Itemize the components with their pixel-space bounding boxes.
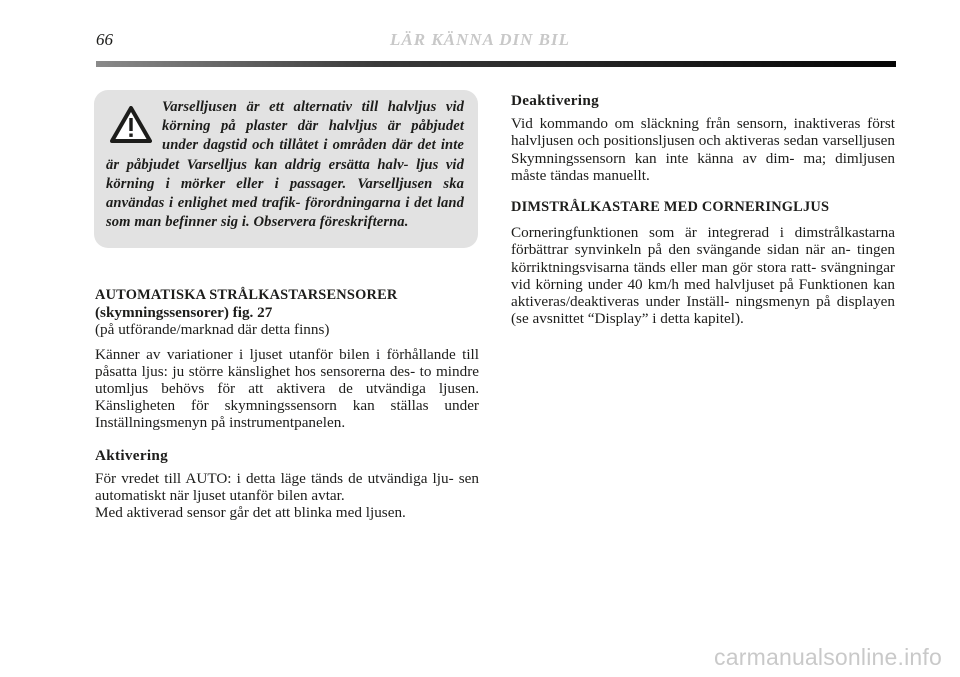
availability-note: (på utförande/marknad där detta finns) bbox=[95, 321, 330, 339]
sensor-description: Känner av variationer i ljuset utanför bilen i förhållande till påsatta ljus: ju större känslighet hos sensorerna des- to mindre utomljus behövs för att aktivera de utvändiga ljusen. Känsligheten för skymningssensorn kan ställas under Inställningsmenyn på instrumentpanelen. bbox=[95, 345, 479, 432]
section-heading-sensors: AUTOMATISKA STRÅLKASTARSENSORER bbox=[95, 287, 398, 303]
activation-line: För vredet till AUTO: i detta läge tänds de utvändiga lju- sen automatiskt när ljuset utanför bilen avtar. bbox=[95, 469, 479, 505]
deactivation-text: Vid kommando om släckning från sensorn, inaktiveras först halvljusen och positionsljusen och aktiveras sedan varselljusen Skymningssensorn kan inte känna av dim- ma; dimljusen måste tändas manuellt. bbox=[511, 115, 895, 184]
deactivation-heading: Deaktivering bbox=[511, 92, 599, 109]
warning-box bbox=[94, 90, 478, 248]
warning-triangle-icon bbox=[110, 106, 152, 144]
activation-line: Med aktiverad sensor går det att blinka med ljusen. bbox=[95, 504, 406, 522]
right-column bbox=[511, 92, 895, 335]
activation-heading: Aktivering bbox=[95, 446, 169, 464]
watermark: carmanualsonline.info bbox=[714, 644, 942, 670]
page-number: 66 bbox=[96, 30, 113, 49]
section-heading-sensors-sub: (skymningssensorer) fig. 27 bbox=[95, 304, 273, 322]
cornering-text: Corneringfunktionen som är integrerad i dimstrålkastarna förbättrar synvinkeln på den svängande sidan när an- tingen körriktningsvisarna tänds eller man gör stora ratt- svängningar vid körning under 40 km/h med halvljuset på Funktionen kan aktiveras/deaktiveras under Inställ- ningsmenyn på displayen (se avsnittet “Display” i detta kapitel). bbox=[511, 224, 895, 328]
cornering-heading: DIMSTRÅLKASTARE MED CORNERINGLJUS bbox=[511, 199, 830, 216]
left-column bbox=[95, 287, 479, 529]
header-rule bbox=[96, 61, 896, 67]
warning-text: Varselljusen är ett alternativ till halvljus vid körning på plaster där halvljus är påbjudet under dagstid och tillåtet i områden där det inte är påbjudet Varselljus kan aldrig ersätta halv- ljus vid körning i mörker eller i passager. Varselljusen ska användas i enlighet med trafik- förordningarna i det land som man befinner sig i. Observera föreskrifterna. bbox=[106, 99, 464, 231]
running-title: LÄR KÄNNA DIN BIL bbox=[390, 30, 570, 49]
activation-text bbox=[95, 470, 479, 522]
